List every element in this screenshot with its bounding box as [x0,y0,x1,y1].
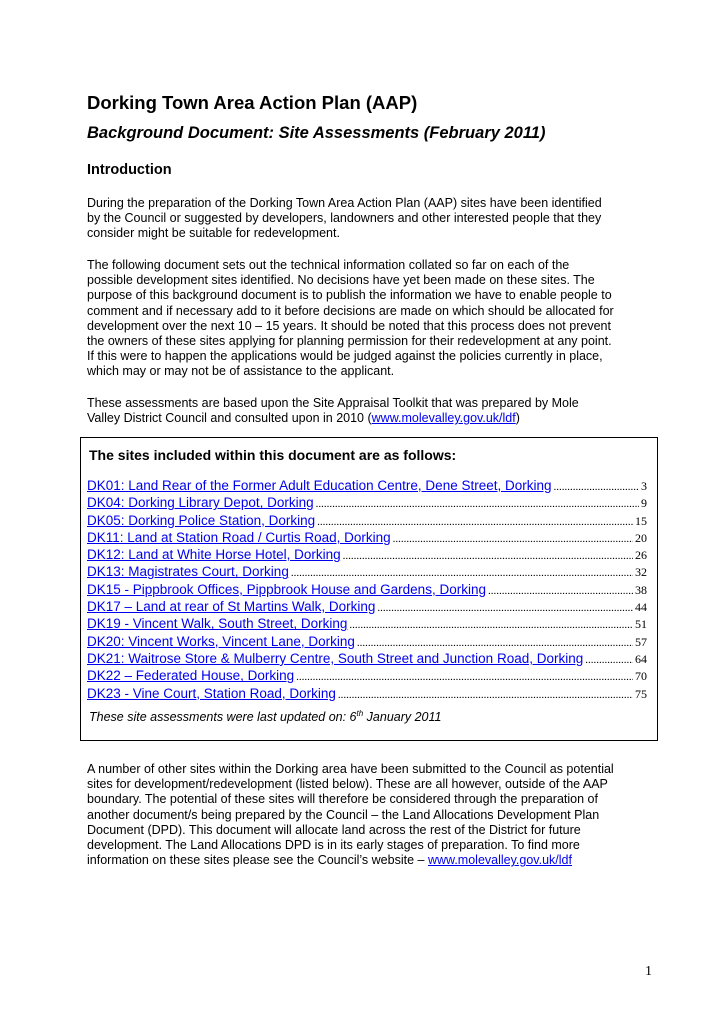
text-line: consider might be suitable for redevelopment. [87,226,340,241]
text-line: These assessments are based upon the Site Appraisal Toolkit that was prepared by Mole [87,396,579,410]
toc-page-number: 32 [635,565,647,580]
intro-paragraph-1 [87,196,647,242]
ordinal-suffix: th [356,709,364,718]
text-line: development over the next 10 – 15 years. It should be noted that this process does not prevent [87,318,611,333]
sites-table-of-contents [87,478,647,703]
toc-page-number: 57 [635,634,647,649]
site-link[interactable]: DK21: Waitrose Store & Mulberry Centre, South Street and Junction Road, Dorking [87,650,584,666]
last-updated-note [89,709,441,724]
sites-list-box [80,437,658,741]
text-fragment: information on these sites please see the Council’s website – [87,853,428,868]
text-line: another document/s being prepared by the Council – the Land Allocations Development Plan [87,807,600,822]
site-link[interactable]: DK23 - Vine Court, Station Road, Dorking [87,685,336,701]
dot-leader [316,498,639,510]
toc-page-number: 3 [641,479,647,493]
dot-leader [377,602,633,614]
text-fragment: Valley District Council and consulted upon in 2010 ( [87,411,372,426]
toc-page-number: 51 [635,617,647,632]
toc-entry [87,530,647,547]
dot-leader [317,516,633,528]
dot-leader [488,585,633,597]
toc-entry [87,513,647,530]
other-sites-paragraph [87,762,647,868]
site-link[interactable]: DK13: Magistrates Court, Dorking [87,564,289,580]
toc-page-number: 20 [635,530,647,545]
site-link[interactable]: DK20: Vincent Works, Vincent Lane, Dorking [87,633,355,649]
site-link[interactable]: DK22 – Federated House, Dorking [87,668,295,684]
text-line [87,853,647,868]
dot-leader [349,619,633,631]
site-link[interactable]: DK17 – Land at rear of St Martins Walk, Dorking [87,599,376,615]
site-link[interactable]: DK05: Dorking Police Station, Dorking [87,512,316,528]
updated-date: January 2011 [363,710,442,725]
text-line: the owners of these sites applying for planning permission for their redevelopment at any point. [87,334,612,349]
intro-paragraph-2 [87,258,647,380]
text-line: possible development sites identified. No decisions have yet been made on these sites. The [87,273,595,288]
toc-page-number: 9 [641,496,647,511]
text-line: The following document sets out the technical information collated so far on each of the [87,258,570,272]
text-line: by the Council or suggested by developers, landowners and other interested people that they [87,211,602,226]
dot-leader [357,637,633,649]
toc-entry [87,495,647,512]
toc-entry [87,564,647,581]
toc-entry [87,634,647,651]
intro-paragraph-3 [87,396,647,426]
site-link[interactable]: DK04: Dorking Library Depot, Dorking [87,495,314,511]
toc-page-number: 15 [635,513,647,528]
site-link[interactable]: DK15 - Pippbrook Offices, Pippbrook House and Gardens, Dorking [87,581,486,597]
text-line: which may or may not be of assistance to the applicant. [87,364,395,379]
toc-entry [87,582,647,599]
text-line: purpose of this background document is to publish the information we have to enable people to [87,288,612,303]
text-line [87,411,647,426]
text-line: Document (DPD). This document will allocate land across the rest of the District for future [87,822,581,837]
dot-leader [296,671,633,683]
updated-text: These site assessments were last updated on: 6 [89,710,357,725]
toc-page-number: 26 [635,548,647,563]
site-link[interactable]: DK11: Land at Station Road / Curtis Road, Dorking [87,529,391,545]
dot-leader [393,533,633,545]
toc-entry [87,599,647,616]
toc-entry [87,686,647,703]
toc-entry [87,616,647,633]
council-website-link[interactable]: www.molevalley.gov.uk/ldf [427,853,572,868]
toc-entry [87,547,647,564]
introduction-heading: Introduction [87,162,172,178]
toc-page-number: 75 [635,686,647,701]
text-line: During the preparation of the Dorking Town Area Action Plan (AAP) sites have been identified [87,196,602,210]
site-link[interactable]: DK19 - Vincent Walk, South Street, Dorking [87,616,348,632]
toc-entry [87,651,647,668]
toc-page-number: 64 [635,651,647,666]
text-line: A number of other sites within the Dorking area have been submitted to the Council as potential [87,762,614,776]
text-line: development. The Land Allocations DPD is in its early stages of preparation. To find more [87,838,580,853]
document-title: Dorking Town Area Action Plan (AAP) [87,92,418,113]
page-number: 1 [645,964,652,979]
text-line: boundary. The potential of these sites will therefore be considered through the preparation of [87,792,598,807]
toc-page-number: 44 [635,600,647,615]
sites-list-heading: The sites included within this document are as follows: [89,447,457,463]
toc-entry [87,478,647,495]
dot-leader [585,654,633,666]
toc-page-number: 70 [635,669,647,684]
document-subtitle: Background Document: Site Assessments (February 2011) [87,124,546,142]
site-link[interactable]: DK12: Land at White Horse Hotel, Dorking [87,547,341,563]
toc-page-number: 38 [635,582,647,597]
site-link[interactable]: DK01: Land Rear of the Former Adult Education Centre, Dene Street, Dorking [87,478,552,493]
text-line: comment and if necessary add to it before decisions are made on which should be allocated for [87,303,614,318]
text-line: If this were to happen the applications would be judged against the policies currently in place, [87,349,603,364]
dot-leader [343,550,633,562]
dot-leader [291,567,633,579]
dot-leader [554,481,640,493]
toc-entry [87,668,647,685]
text-fragment: ) [515,411,520,426]
molevalley-ldf-link[interactable]: www.molevalley.gov.uk/ldf [371,411,516,426]
text-line: sites for development/redevelopment (listed below). These are all however, outside of the AAP [87,777,608,792]
dot-leader [338,689,633,701]
